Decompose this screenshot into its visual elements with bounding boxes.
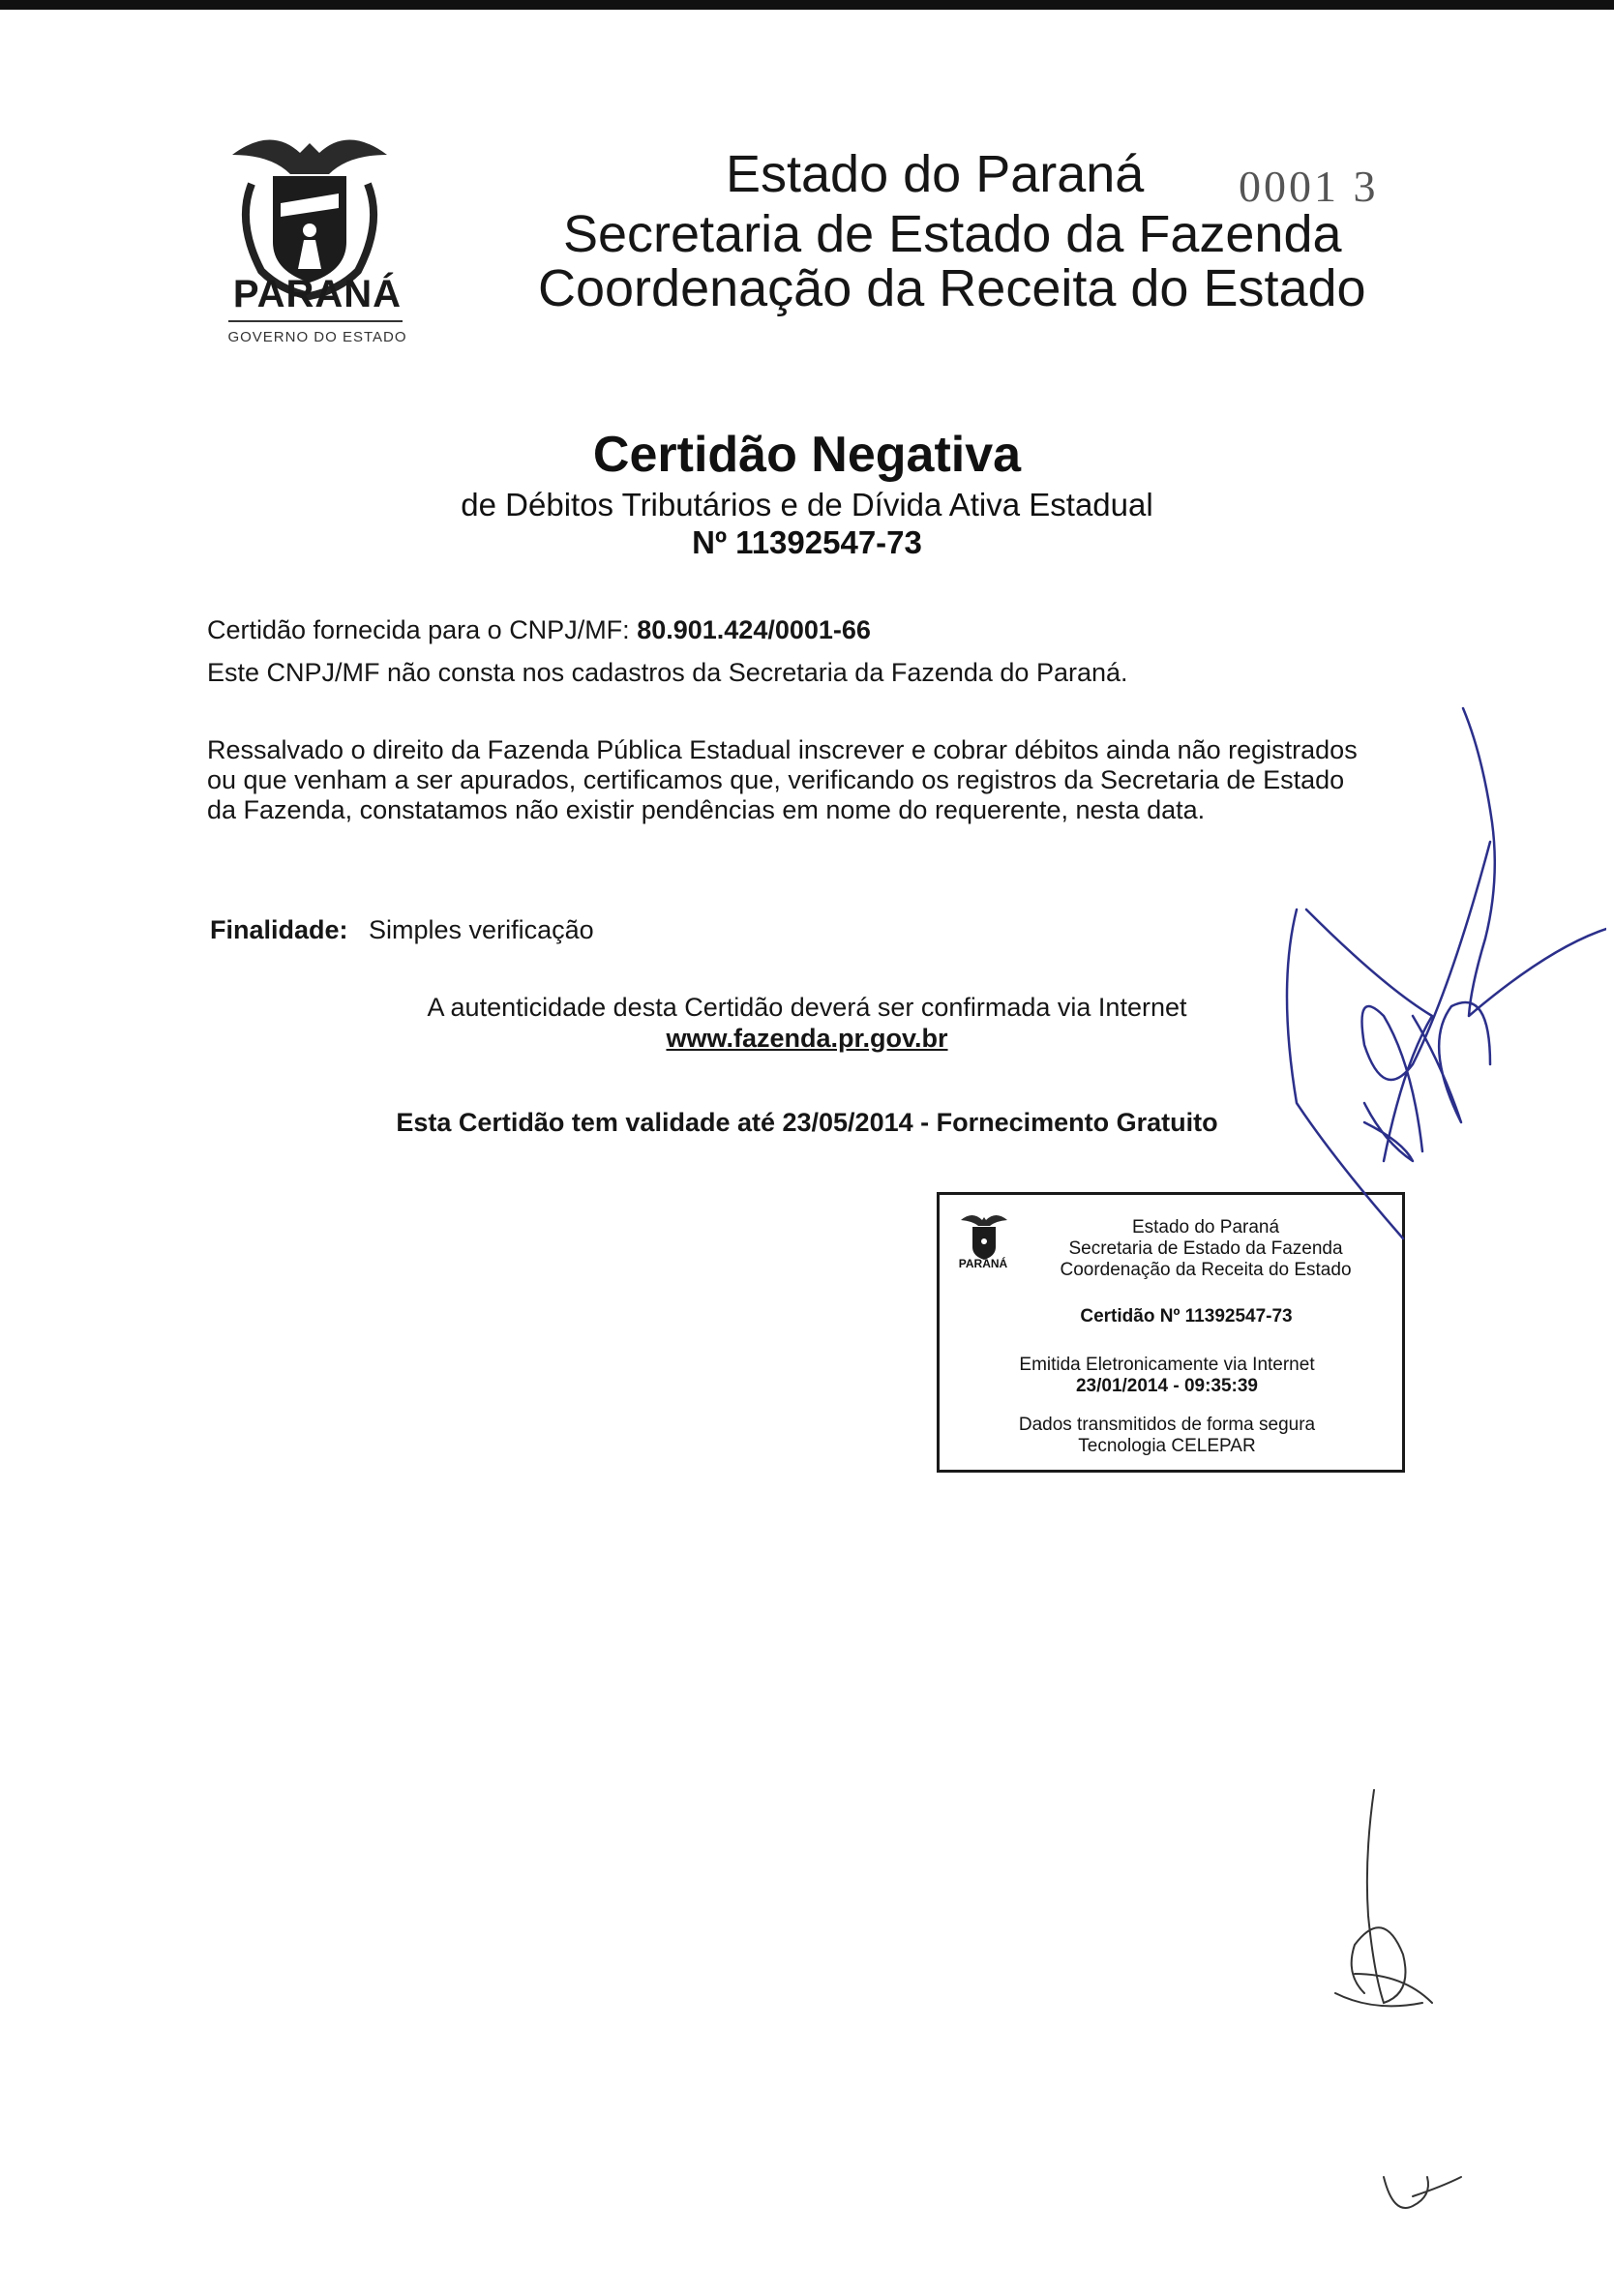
seal-logo-name: PARANÁ — [958, 1257, 1008, 1270]
purpose-value: Simples verificação — [369, 915, 594, 944]
crest-divider — [228, 320, 403, 322]
handwritten-initial — [1374, 2158, 1471, 2235]
seal-certificate-number: Certidão Nº 11392547-73 — [1080, 1306, 1293, 1327]
cnpj-label: Certidão fornecida para o CNPJ/MF: — [207, 615, 630, 644]
certificate-title: Certidão Negativa — [592, 427, 1022, 483]
seal-state: Estado do Paraná — [1131, 1217, 1280, 1237]
certificate-number: Nº 11392547-73 — [692, 524, 922, 560]
authenticity-note: A autenticidade desta Certidão deverá ser confirmada via Internet — [427, 993, 1187, 1022]
certificate-subtitle: de Débitos Tributários e de Dívida Ativa Estadual — [461, 487, 1153, 522]
header-coordination: Coordenação da Receita do Estado — [538, 259, 1366, 317]
paragraph-line: da Fazenda, constatamos não existir pendências em nome do requerente, nesta data. — [207, 795, 1206, 824]
seal-emitted: Emitida Eletronicamente via Internet — [1019, 1355, 1315, 1375]
handwritten-rubric — [1306, 1780, 1461, 2071]
crest-subtitle: GOVERNO DO ESTADO — [227, 329, 407, 345]
electronic-seal-box — [937, 1192, 1405, 1473]
validity-note: Esta Certidão tem validade até 23/05/2014 - Fornecimento Gratuito — [396, 1108, 1218, 1137]
header-secretariat: Secretaria de Estado da Fazenda — [563, 205, 1342, 263]
paragraph-line: ou que venham a ser apurados, certificamos que, verificando os registros da Secretaria de Estado — [207, 765, 1345, 794]
cnpj-value: 80.901.424/0001-66 — [637, 615, 871, 644]
seal-secure-note: Dados transmitidos de forma segura — [1018, 1415, 1316, 1435]
seal-datetime: 23/01/2014 - 09:35:39 — [1075, 1376, 1259, 1396]
crest-name: PARANÁ — [232, 273, 403, 315]
seal-coordination: Coordenação da Receita do Estado — [1060, 1260, 1352, 1280]
paragraph-line: Ressalvado o direito da Fazenda Pública Estadual inscrever e cobrar débitos ainda não registrados — [207, 735, 1358, 764]
cnpj-line — [207, 615, 871, 645]
seal-secretariat: Secretaria de Estado da Fazenda — [1068, 1238, 1343, 1259]
authenticity-link[interactable]: www.fazenda.pr.gov.br — [666, 1024, 948, 1053]
scan-top-edge — [0, 0, 1614, 10]
seal-technology: Tecnologia CELEPAR — [1078, 1436, 1256, 1456]
purpose-line — [210, 915, 594, 945]
certification-paragraph — [207, 735, 1417, 825]
cnpj-note: Este CNPJ/MF não consta nos cadastros da Secretaria da Fazenda do Paraná. — [207, 658, 1128, 687]
page-stamp-number: 0001 3 — [1239, 162, 1379, 211]
header-state: Estado do Paraná — [726, 145, 1145, 203]
purpose-label: Finalidade: — [210, 915, 348, 944]
